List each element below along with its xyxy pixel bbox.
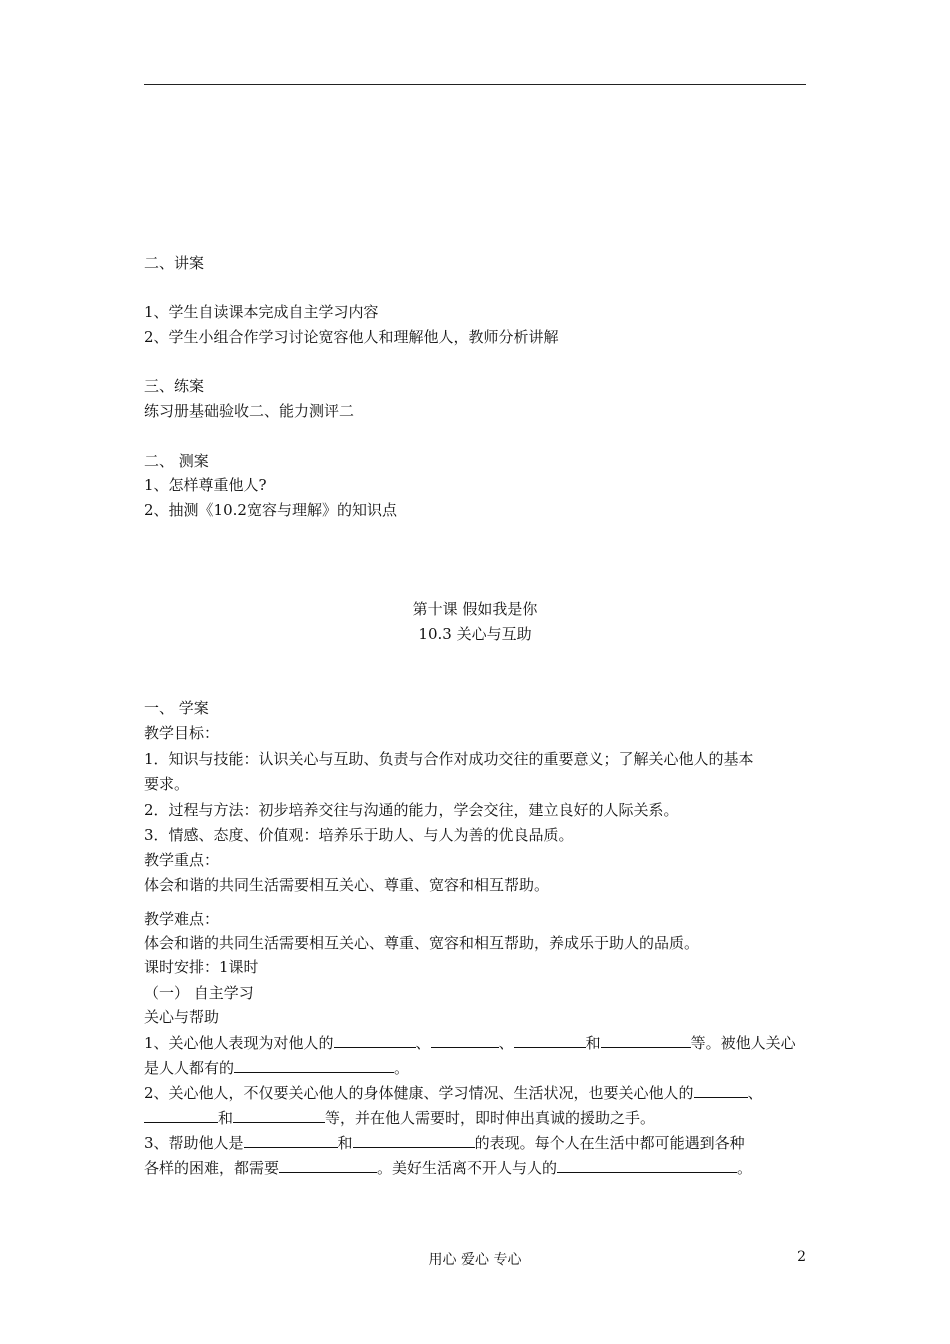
question-2-line-1: 2、关心他人，不仅要关心他人的身体健康、学习情况、生活状况，也要关心他人的 、 <box>144 1084 763 1102</box>
goal-1-line-2: 要求。 <box>144 775 190 793</box>
cean-item-1: 1、怎样尊重他人? <box>144 476 267 494</box>
question-1-line-2: 是人人都有的 。 <box>144 1059 410 1077</box>
section-lianan-heading: 三、练案 <box>144 377 205 395</box>
schedule-text: 课时安排：1课时 <box>144 958 259 976</box>
question-3-line-2: 各样的困难，都需要 。美好生活离不开人与人的 。 <box>144 1159 753 1177</box>
section-cean-heading: 二、 测案 <box>144 452 209 470</box>
self-study-heading: （一） 自主学习 <box>144 984 254 1002</box>
lesson-subtitle: 10.3 关心与互助 <box>418 625 532 643</box>
blank-field[interactable] <box>601 1032 691 1048</box>
difficulties-text: 体会和谐的共同生活需要相互关心、尊重、宽容和相互帮助，养成乐于助人的品质。 <box>144 934 700 952</box>
footer-motto: 用心 爱心 专心 <box>428 1252 522 1268</box>
cean-item-2: 2、抽测《10.2宽容与理解》的知识点 <box>144 501 397 519</box>
jiangan-item-2: 2、学生小组合作学习讨论宽容他人和理解他人，教师分析讲解 <box>144 328 559 346</box>
blank-field[interactable] <box>234 1057 394 1073</box>
page-number: 2 <box>797 1249 806 1265</box>
goal-2: 2．过程与方法：初步培养交往与沟通的能力，学会交往，建立良好的人际关系。 <box>144 801 679 819</box>
goal-3: 3．情感、态度、价值观：培养乐于助人、与人为善的优良品质。 <box>144 826 574 844</box>
blank-field[interactable] <box>694 1082 748 1098</box>
goal-1-line-1: 1．知识与技能：认识关心与互助、负责与合作对成功交往的重要意义；了解关心他人的基本 <box>144 750 754 768</box>
question-3-line-1: 3、帮助他人是 和 的表现。每个人在生活中都可能遇到各种 <box>144 1134 745 1152</box>
blank-field[interactable] <box>431 1032 499 1048</box>
blank-field[interactable] <box>279 1157 377 1173</box>
lesson-title: 第十课 假如我是你 <box>412 600 538 618</box>
blank-field[interactable] <box>233 1107 325 1123</box>
difficulties-label: 教学难点： <box>144 910 220 928</box>
jiangan-item-1: 1、学生自读课本完成自主学习内容 <box>144 303 379 321</box>
topic-heading: 关心与帮助 <box>144 1008 220 1026</box>
blank-field[interactable] <box>353 1132 475 1148</box>
key-points-label: 教学重点： <box>144 851 220 869</box>
blank-field[interactable] <box>144 1107 218 1123</box>
blank-field[interactable] <box>244 1132 338 1148</box>
question-2-line-2: 和 等，并在他人需要时，即时伸出真诚的援助之手。 <box>144 1107 655 1128</box>
header-rule <box>144 84 806 85</box>
blank-field[interactable] <box>557 1157 737 1173</box>
key-points-text: 体会和谐的共同生活需要相互关心、尊重、宽容和相互帮助。 <box>144 876 550 894</box>
question-1-line-1: 1、关心他人表现为对他人的 、 、 和 等。被他人关心 <box>144 1034 796 1052</box>
goals-label: 教学目标： <box>144 724 220 742</box>
blank-field[interactable] <box>334 1032 416 1048</box>
blank-field[interactable] <box>514 1032 586 1048</box>
section-xuean-heading: 一、 学案 <box>144 699 209 717</box>
section-jiangan-heading: 二、讲案 <box>144 254 205 272</box>
lianan-text: 练习册基础验收二、能力测评二 <box>144 402 355 420</box>
